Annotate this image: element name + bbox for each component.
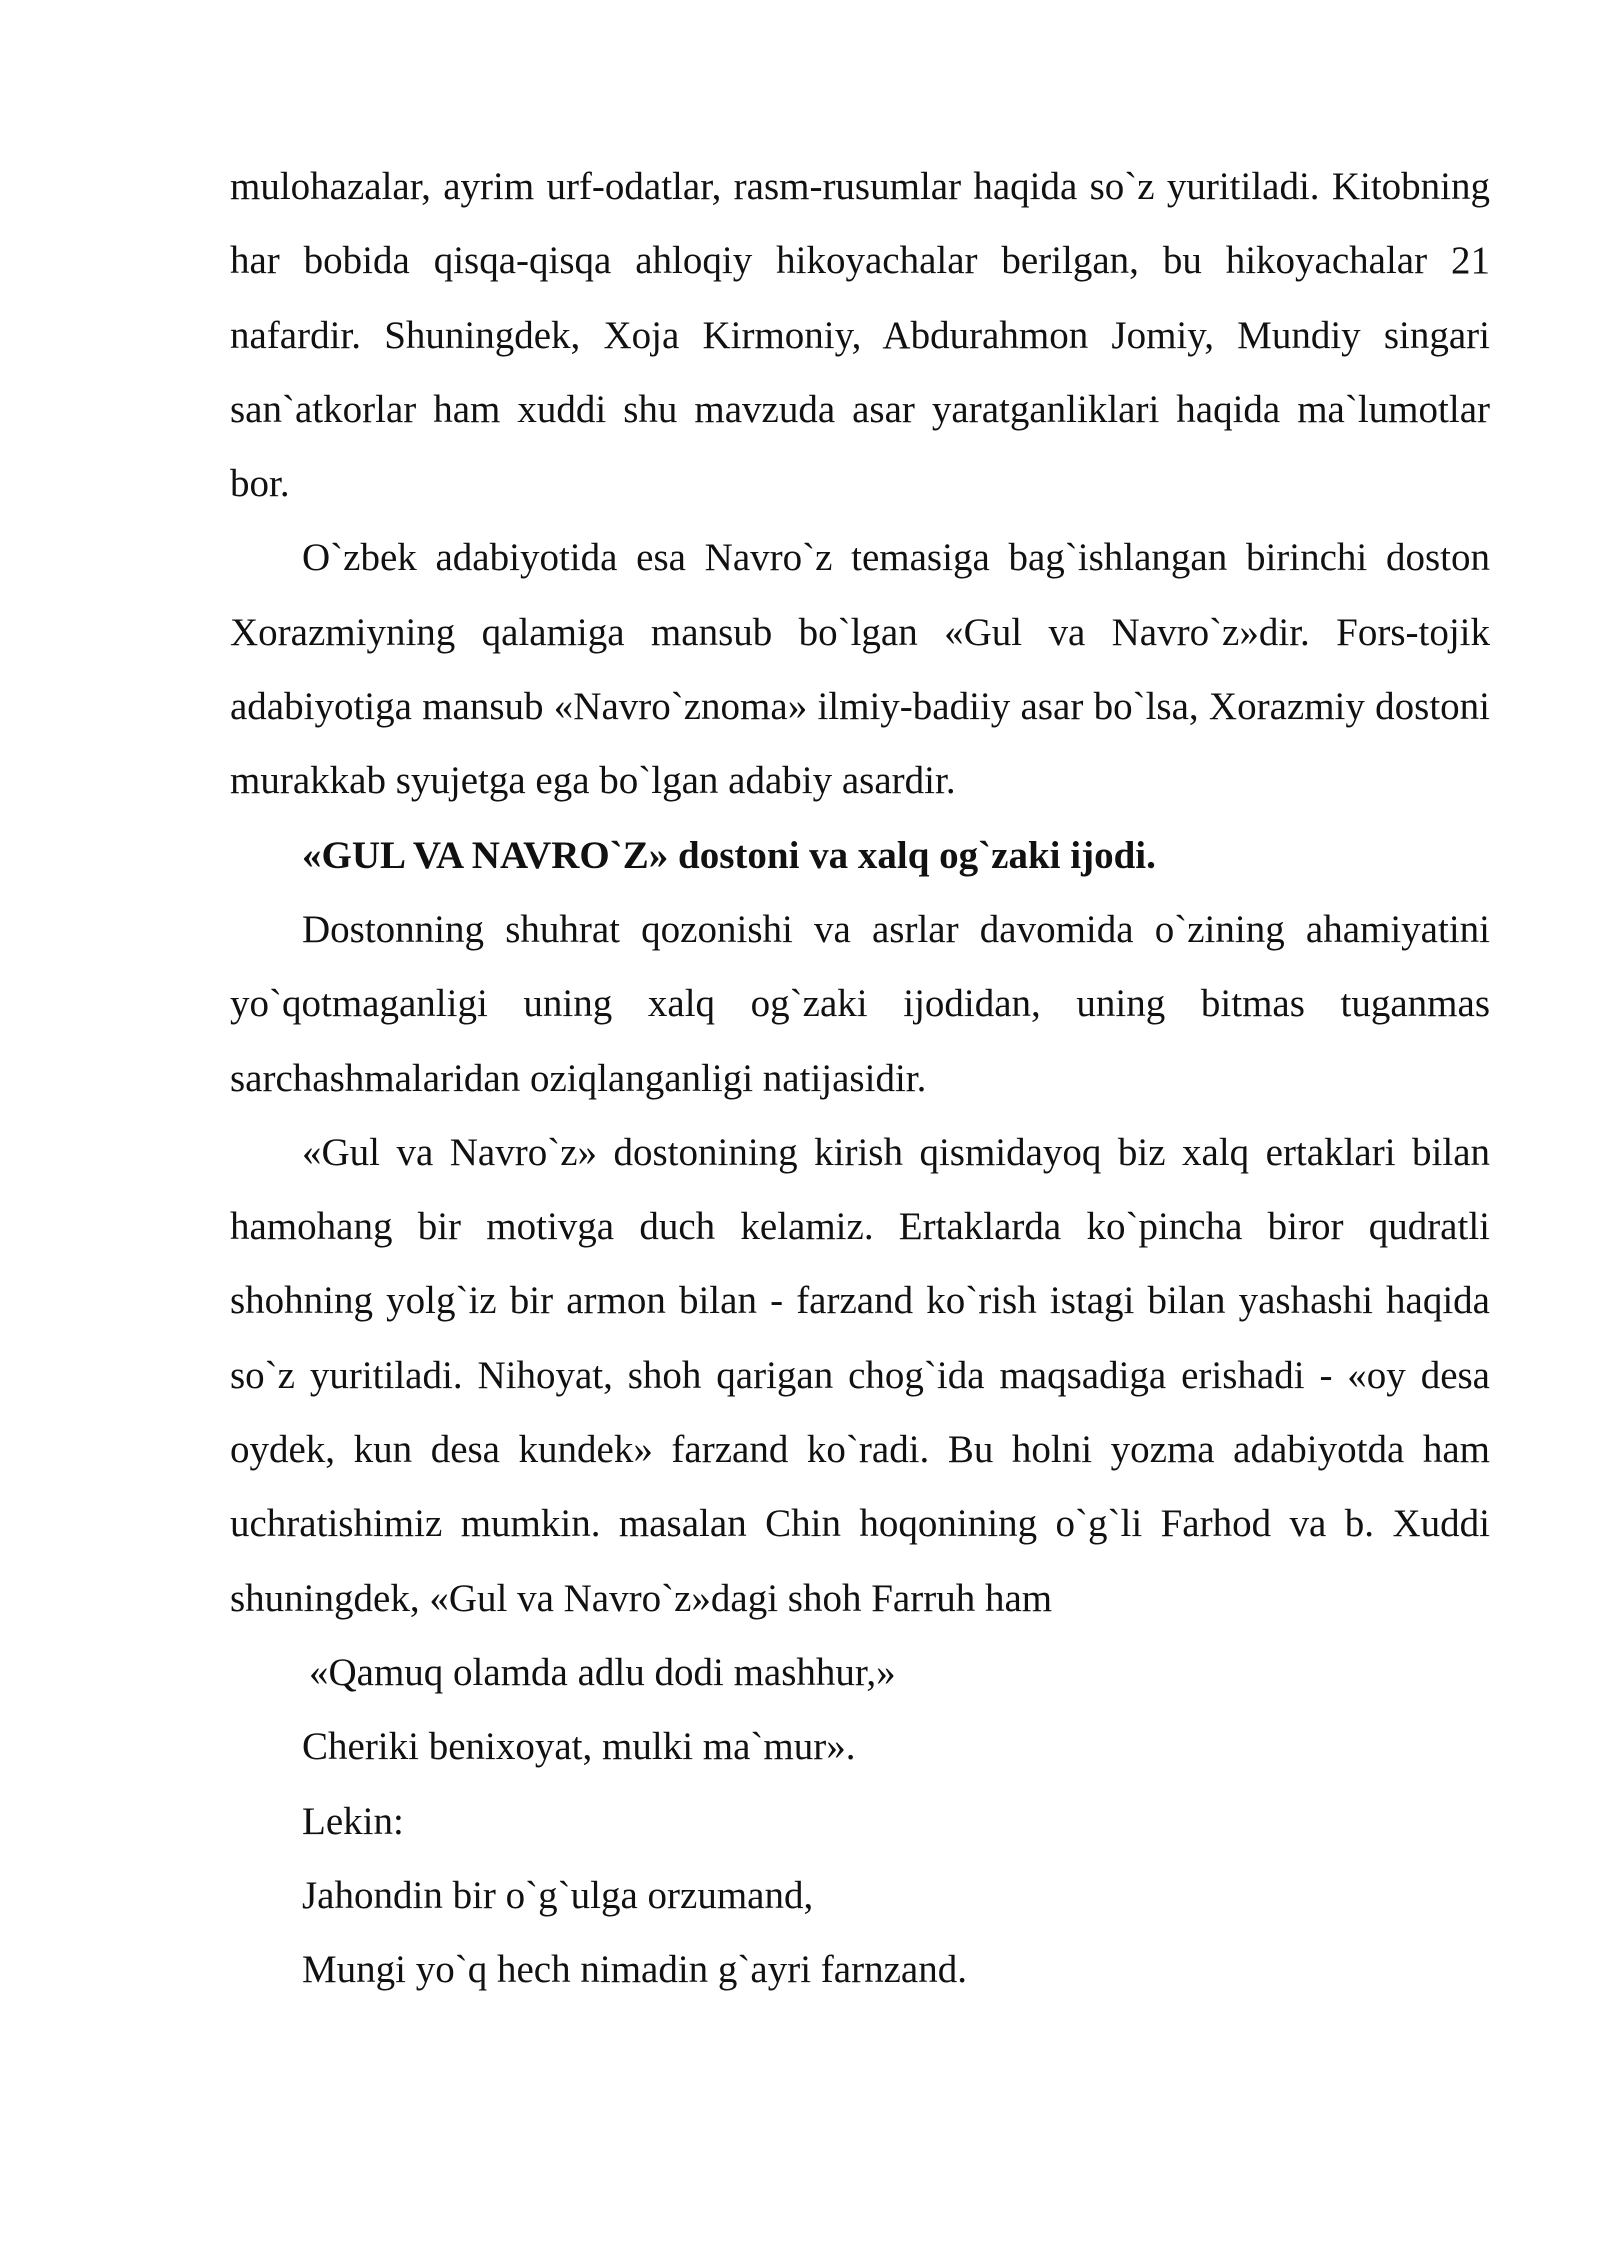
verse-line-5: Mungi yo`q hech nimadin g`ayri farnzand.	[302, 1948, 967, 1992]
verse-line-4: Jahondin bir o`g`ulga orzumand,	[302, 1873, 814, 1917]
document-body	[230, 150, 1490, 2007]
verse-line-1: «Qamuq olamda adlu dodi mashhur,»	[309, 1650, 896, 1694]
verse-line-3: Lekin:	[302, 1799, 404, 1843]
paragraph-2: O`zbek adabiyotida esa Navro`z temasiga bag`ishlangan birinchi doston Xorazmiyning qalamiga mansub bo`lgan «Gul va Navro`z»dir. Fors-tojik adabiyotiga mansub «Navro`znoma» ilmiy-badiiy asar bo`lsa, Xorazmiy dostoni murakkab syujetga ega bo`lgan adabiy asardir.	[230, 536, 1490, 803]
paragraph-1: mulohazalar, ayrim urf-odatlar, rasm-rusumlar haqida so`z yuritiladi. Kitobning har bobida qisqa-qisqa ahloqiy hikoyachalar berilgan, bu hikoyachalar 21 nafardir. Shuningdek, Xoja Kirmoniy, Abdurahmon Jomiy, Mundiy singari san`atkorlar ham xuddi shu mavzuda asar yaratganliklari haqida ma`lumotlar bor.	[230, 165, 1490, 506]
section-heading: «GUL VA NAVRO`Z» dostoni va xalq og`zaki ijodi.	[302, 833, 1156, 877]
paragraph-4: «Gul va Navro`z» dostonining kirish qismidayoq biz xalq ertaklari bilan hamohang bir motivga duch kelamiz. Ertaklarda ko`pincha biror qudratli shohning yolg`iz bir armon bilan - farzand ko`rish istagi bilan yashashi haqida so`z yuritiladi. Nihoyat, shoh qarigan chog`ida maqsadiga erishadi - «oy desa oydek, kun desa kundek» farzand ko`radi. Bu holni yozma adabiyotda ham uchratishimiz mumkin. masalan Chin hoqonining o`g`li Farhod va b. Xuddi shuningdek, «Gul va Navro`z»dagi shoh Farruh ham	[230, 1130, 1490, 1620]
paragraph-3: Dostonning shuhrat qozonishi va asrlar davomida o`zining ahamiyatini yo`qotmaganligi uning xalq og`zaki ijodidan, uning bitmas tuganmas sarchashmalaridan oziqlanganligi natijasidir.	[230, 907, 1490, 1100]
verse-line-2: Cheriki benixoyat, mulki ma`mur».	[302, 1725, 856, 1769]
